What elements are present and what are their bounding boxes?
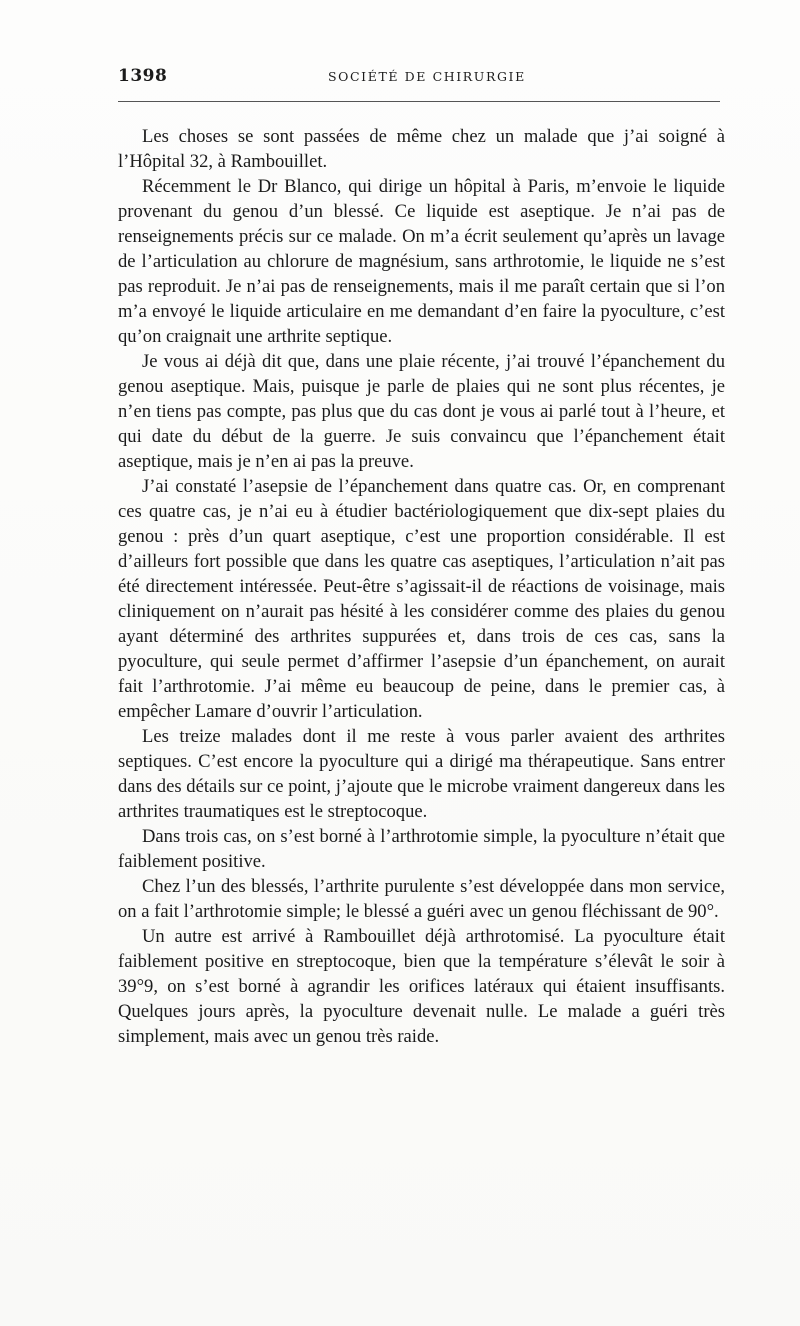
paragraph-5: Les treize malades dont il me reste à vous parler avaient des arthrites septiques. C’est encore la pyoculture qui a dirigé ma thérapeutique. Sans entrer dans des détails sur ce point, j’ajoute que le microbe vraiment dangereux dans les arthrites traumatiques est le streptocoque. <box>118 726 725 822</box>
body-text <box>118 124 725 1049</box>
paragraph-3: Je vous ai déjà dit que, dans une plaie récente, j’ai trouvé l’épanchement du genou aseptique. Mais, puisque je parle de plaies qui ne sont plus récentes, je n’en tiens pas compte, pas plus que du cas dont je vous ai parlé tout à l’heure, et qui date du début de la guerre. Je suis convaincu que l’épanchement était aseptique, mais je n’en ai pas la preuve. <box>118 351 725 472</box>
page-header <box>118 66 720 90</box>
running-title: SOCIÉTÉ DE CHIRURGIE <box>328 69 526 84</box>
paragraph-8: Un autre est arrivé à Rambouillet déjà arthrotomisé. La pyoculture était faiblement positive en streptocoque, bien que la température s’élevât le soir à 39°9, on s’est borné à agrandir les orifices latéraux qui étaient insuffisants. Quelques jours après, la pyoculture devenait nulle. Le malade a guéri très simplement, mais avec un genou très raide. <box>118 926 725 1047</box>
paragraph-2: Récemment le Dr Blanco, qui dirige un hôpital à Paris, m’envoie le liquide provenant du genou d’un blessé. Ce liquide est aseptique. Je n’ai pas de renseignements précis sur ce malade. On m’a écrit seulement qu’après un lavage de l’articulation au chlorure de magnésium, sans arthrotomie, le liquide ne s’est pas reproduit. Je n’ai pas de renseignements, mais il me paraît certain que si l’on m’a envoyé le liquide articulaire en me demandant d’en faire la pyoculture, c’est qu’on craignait une arthrite septique. <box>118 176 725 347</box>
paragraph-1: Les choses se sont passées de même chez un malade que j’ai soigné à l’Hôpital 32, à Rambouillet. <box>118 126 725 172</box>
header-rule <box>118 101 720 102</box>
page-number: 1398 <box>118 66 168 86</box>
paragraph-6: Dans trois cas, on s’est borné à l’arthrotomie simple, la pyoculture n’était que faiblement positive. <box>118 826 725 872</box>
paragraph-4: J’ai constaté l’asepsie de l’épanchement dans quatre cas. Or, en comprenant ces quatre cas, je n’ai eu à étudier bactériologiquement que dix-sept plaies du genou : près d’un quart aseptique, c’est une proportion considérable. Il est d’ailleurs fort possible que dans les quatre cas aseptiques, l’articulation n’ait pas été directement intéressée. Peut-être s’agissait-il de réactions de voisinage, mais cliniquement on n’aurait pas hésité à les considérer comme des plaies du genou ayant déterminé des arthrites suppurées et, dans trois de ces cas, sans la pyoculture, qui seule permet d’affirmer l’asepsie d’un épanchement, on aurait fait l’arthrotomie. J’ai même eu beaucoup de peine, dans le premier cas, à empêcher Lamare d’ouvrir l’articulation. <box>118 476 725 722</box>
paragraph-7: Chez l’un des blessés, l’arthrite purulente s’est développée dans mon service, on a fait l’arthrotomie simple; le blessé a guéri avec un genou fléchissant de 90°. <box>118 876 725 922</box>
